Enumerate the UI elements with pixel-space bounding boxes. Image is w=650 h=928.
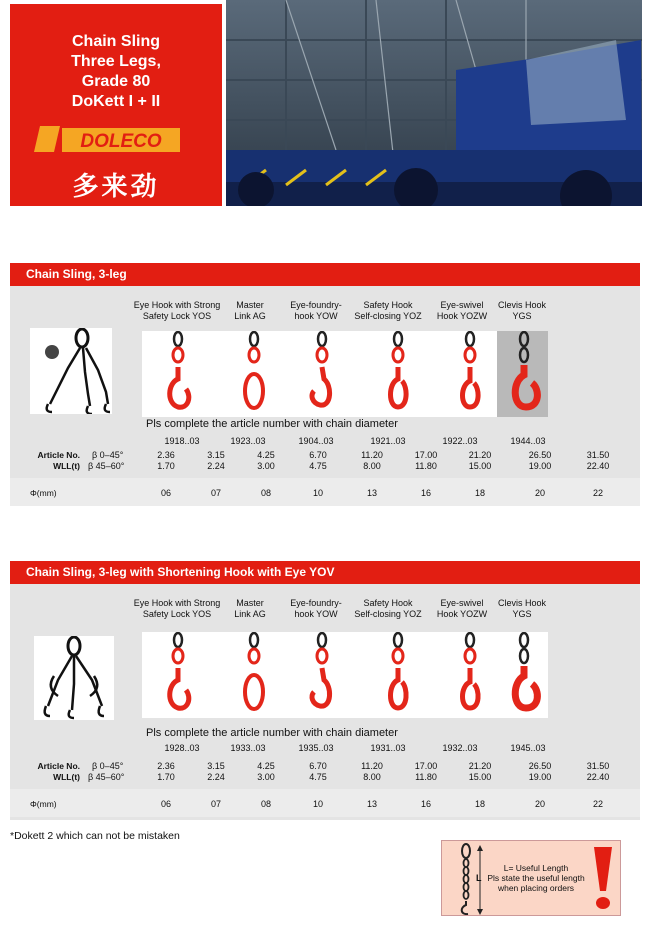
article-number: 1922..03	[442, 436, 478, 446]
wll-a: 17.00	[414, 761, 438, 771]
diameter-value: 20	[534, 488, 545, 498]
title-line-4: DoKett I + II	[71, 93, 161, 110]
wll-b: 22.40	[586, 461, 610, 471]
article-number: 1918..03	[164, 436, 200, 446]
three-leg-sling-diagram	[30, 328, 112, 414]
diameter-value: 06	[160, 799, 171, 809]
article-number: 1933..03	[230, 743, 266, 753]
column-head-yoz: Safety Hook Self-closing YOZ	[354, 300, 422, 321]
diameter-value: 22	[592, 799, 603, 809]
column-head-ygs: Clevis Hook YGS	[497, 598, 546, 619]
eye-hook-yos-image	[156, 331, 200, 417]
wll-b: 8.00	[363, 772, 381, 782]
pls-complete-note: Pls complete the article number with chain diameter	[146, 418, 398, 430]
wll-b: 1.70	[157, 461, 175, 471]
note-text	[478, 863, 594, 893]
article-number: 1935..03	[298, 743, 334, 753]
useful-length-note	[441, 840, 621, 916]
article-number: 1932..03	[442, 743, 478, 753]
article-number: 1904..03	[298, 436, 334, 446]
wll-b: 11.80	[415, 461, 437, 471]
pls-complete-note: Pls complete the article number with chain diameter	[146, 727, 398, 739]
article-number: 1945..03	[510, 743, 546, 753]
header-title	[10, 32, 222, 112]
wll-a: 2.36	[157, 761, 175, 771]
wll-b: 2.24	[207, 772, 225, 782]
wll-b: 8.00	[363, 461, 381, 471]
wll-b: 2.24	[207, 461, 225, 471]
wll-b: 15.00	[468, 772, 492, 782]
diameter-value: 16	[420, 488, 431, 498]
wll-a: 21.20	[468, 450, 492, 460]
diameter-value: 08	[260, 488, 271, 498]
section-body	[10, 584, 640, 820]
diameter-row	[10, 478, 640, 506]
wll-a: 17.00	[414, 450, 438, 460]
wll-a: 6.70	[309, 761, 327, 771]
wll-b: 19.00	[528, 461, 552, 471]
diameter-value: 13	[366, 799, 377, 809]
article-number: 1944..03	[510, 436, 546, 446]
wll-b: 15.00	[468, 461, 492, 471]
column-head-yozw: Eye-swivel Hook YOZW	[436, 598, 488, 619]
wll-label: WLL(t)	[53, 461, 80, 471]
hook-images-row	[142, 331, 548, 417]
column-head-ag: Master Link AG	[234, 300, 266, 321]
diameter-value: 10	[312, 799, 323, 809]
diameter-value: 18	[474, 799, 485, 809]
eye-swivel-hook-yozw-image	[448, 632, 492, 718]
diameter-value: 20	[534, 799, 545, 809]
wll-a: 3.15	[207, 761, 225, 771]
article-number: 1931..03	[370, 743, 406, 753]
eye-foundry-hook-yow-image	[302, 331, 346, 417]
diameter-value: 10	[312, 488, 323, 498]
wll-a: 26.50	[528, 450, 552, 460]
column-head-yos: Eye Hook with Strong Safety Lock YOS	[133, 300, 221, 321]
title-line-3: Grade 80	[81, 73, 151, 90]
section-title: Chain Sling, 3-leg with Shortening Hook with Eye YOV	[10, 561, 640, 584]
note-line-2: Pls state the useful length	[487, 873, 585, 883]
angle-0-45: β 0–45°	[92, 450, 124, 460]
chinese-brand-text: 多来劲	[72, 172, 160, 202]
section-title: Chain Sling, 3-leg	[10, 263, 640, 286]
angle-45-60: β 45–60°	[88, 772, 125, 782]
wll-a: 11.20	[361, 761, 383, 771]
diameter-label: Φ(mm)	[30, 799, 57, 809]
article-number: 1921..03	[370, 436, 406, 446]
length-marker: L	[476, 873, 482, 883]
wll-b: 11.80	[415, 772, 437, 782]
wll-a: 2.36	[157, 450, 175, 460]
column-head-yos: Eye Hook with Strong Safety Lock YOS	[133, 598, 221, 619]
clevis-hook-ygs-image	[502, 331, 546, 417]
section-3-leg-shortening	[10, 561, 640, 820]
article-label: Article No.	[37, 761, 80, 771]
section-3-leg	[10, 263, 640, 506]
diameter-value: 22	[592, 488, 603, 498]
diameter-row	[10, 789, 640, 817]
shortening-sling-diagram	[34, 636, 114, 720]
wll-b: 19.00	[528, 772, 552, 782]
article-number: 1923..03	[230, 436, 266, 446]
angle-45-60: β 45–60°	[88, 461, 125, 471]
wll-b: 22.40	[586, 772, 610, 782]
column-head-yow: Eye-foundry- hook YOW	[290, 300, 342, 321]
article-label: Article No.	[37, 450, 80, 460]
eye-hook-yos-image	[156, 632, 200, 718]
footnote: *Dokett 2 which can not be mistaken	[10, 830, 180, 842]
column-head-yow: Eye-foundry- hook YOW	[290, 598, 342, 619]
column-head-ygs: Clevis Hook YGS	[497, 300, 546, 321]
doleco-logo	[32, 122, 184, 158]
wll-b: 1.70	[157, 772, 175, 782]
diameter-value: 07	[210, 488, 221, 498]
master-link-ag-image	[232, 331, 276, 417]
diameter-label: Φ(mm)	[30, 488, 57, 498]
wll-label: WLL(t)	[53, 772, 80, 782]
wll-b: 3.00	[257, 772, 275, 782]
wll-a: 4.25	[257, 761, 275, 771]
wll-a: 31.50	[586, 761, 610, 771]
diameter-value: 18	[474, 488, 485, 498]
wll-a: 11.20	[361, 450, 383, 460]
wll-a: 6.70	[309, 450, 327, 460]
truck-photo	[226, 0, 642, 206]
note-line-1: L= Useful Length	[503, 863, 569, 873]
wll-a: 26.50	[528, 761, 552, 771]
wll-b: 3.00	[257, 461, 275, 471]
clevis-hook-ygs-image	[502, 632, 546, 718]
eye-swivel-hook-yozw-image	[448, 331, 492, 417]
diameter-value: 13	[366, 488, 377, 498]
wll-b: 4.75	[309, 772, 327, 782]
diameter-value: 07	[210, 799, 221, 809]
column-head-yozw: Eye-swivel Hook YOZW	[436, 300, 488, 321]
diameter-value: 16	[420, 799, 431, 809]
wll-a: 4.25	[257, 450, 275, 460]
logo-text: DOLECO	[80, 131, 162, 152]
column-head-ag: Master Link AG	[234, 598, 266, 619]
article-number: 1928..03	[164, 743, 200, 753]
header-panel	[10, 4, 222, 206]
diameter-value: 08	[260, 799, 271, 809]
title-line-1: Chain Sling	[72, 33, 160, 50]
diameter-value: 06	[160, 488, 171, 498]
eye-foundry-hook-yow-image	[302, 632, 346, 718]
safety-hook-yoz-image	[376, 331, 420, 417]
exclamation-icon	[588, 845, 618, 913]
safety-hook-yoz-image	[376, 632, 420, 718]
angle-0-45: β 0–45°	[92, 761, 124, 771]
wll-a: 3.15	[207, 450, 225, 460]
column-head-yoz: Safety Hook Self-closing YOZ	[354, 598, 422, 619]
master-link-ag-image	[232, 632, 276, 718]
wll-a: 31.50	[586, 450, 610, 460]
title-line-2: Three Legs,	[71, 53, 161, 70]
wll-b: 4.75	[309, 461, 327, 471]
wll-a: 21.20	[468, 761, 492, 771]
hook-images-row	[142, 632, 548, 718]
section-body	[10, 286, 640, 506]
note-line-3: when placing orders	[497, 883, 575, 893]
